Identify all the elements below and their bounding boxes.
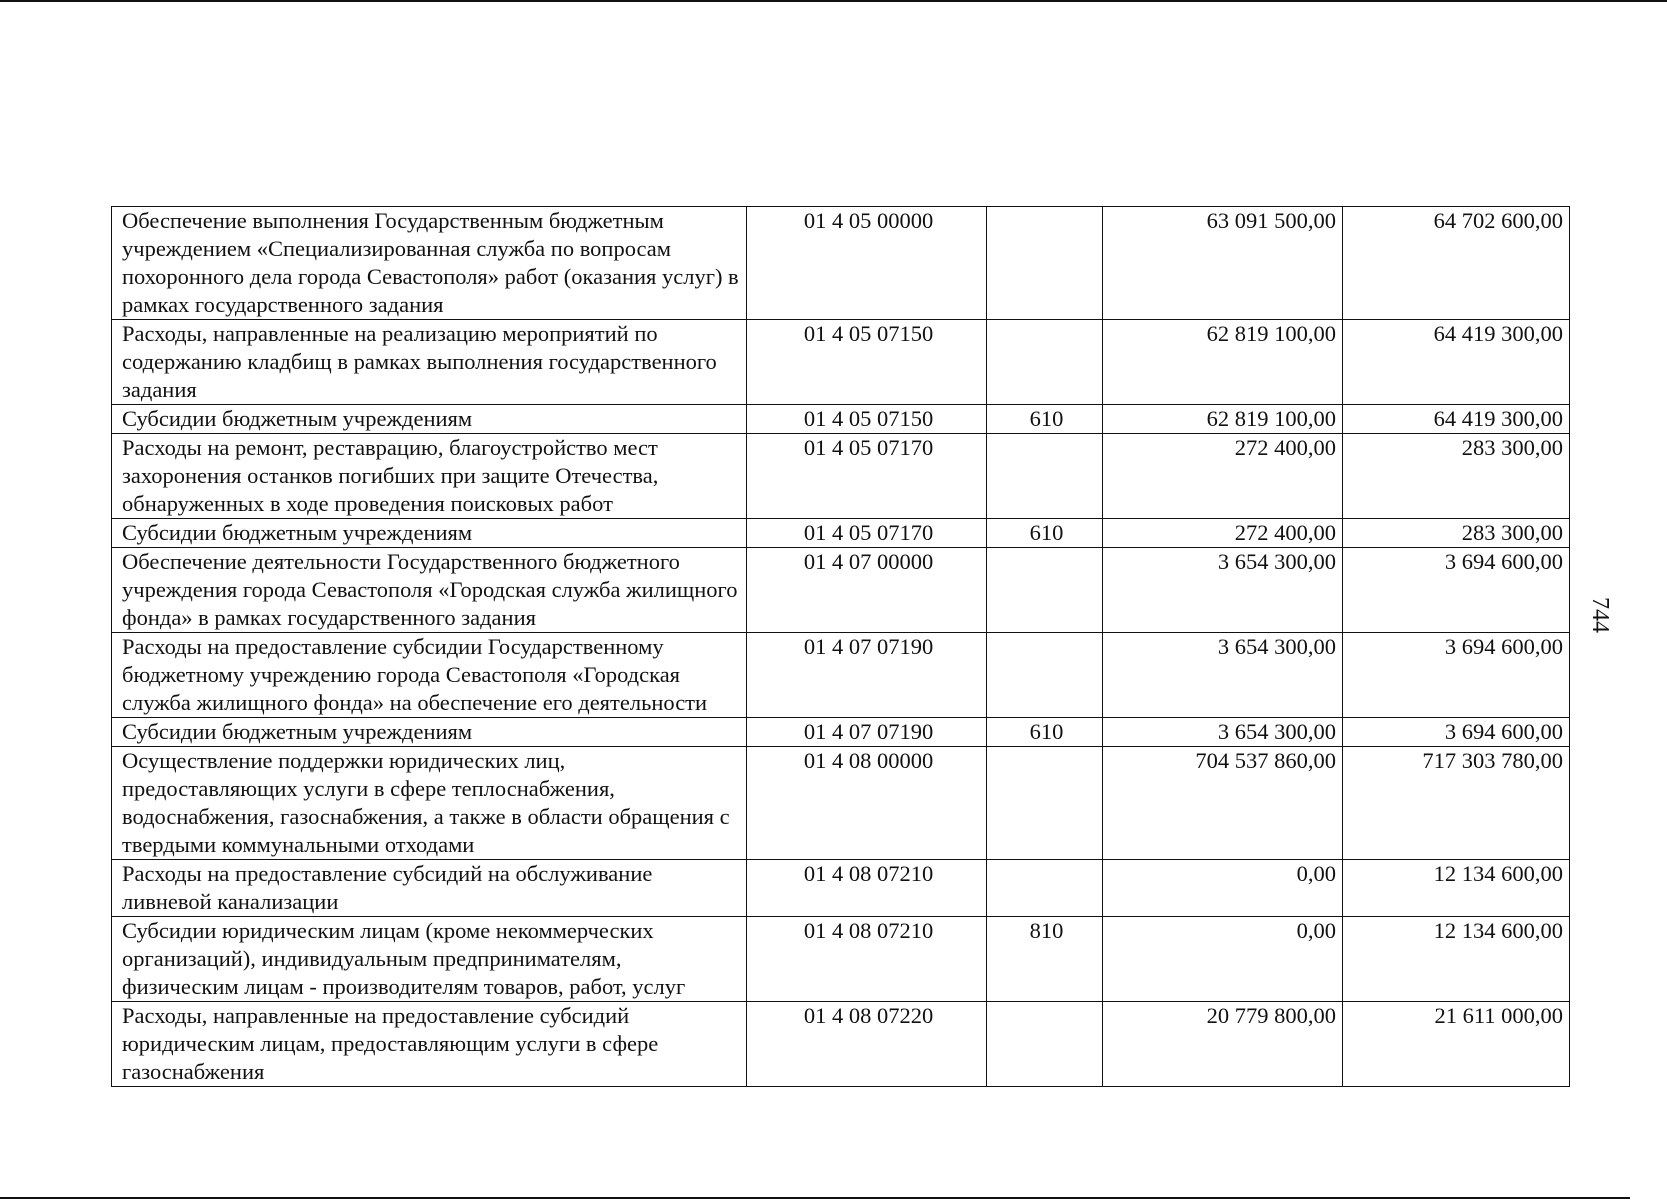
row-vr-cell: 810	[987, 917, 1103, 1002]
row-code-cell: 01 4 07 07190	[747, 718, 987, 747]
table-row	[112, 718, 1570, 747]
row-sum1-cell: 0,00	[1103, 917, 1343, 1002]
row-vr-cell: 610	[987, 519, 1103, 548]
row-vr-cell	[987, 1002, 1103, 1087]
row-vr-cell	[987, 548, 1103, 633]
row-vr-cell: 610	[987, 405, 1103, 434]
row-name-cell: Расходы, направленные на предоставление субсидий юридическим лицам, предоставляющим услуги в сфере газоснабжения	[112, 1002, 747, 1087]
table-row	[112, 917, 1570, 1002]
table-row	[112, 548, 1570, 633]
row-vr-cell	[987, 633, 1103, 718]
row-vr-cell	[987, 860, 1103, 917]
row-sum2-cell: 64 419 300,00	[1343, 320, 1570, 405]
row-vr-cell	[987, 320, 1103, 405]
bottom-border-line	[0, 1197, 1630, 1199]
row-sum1-cell: 62 819 100,00	[1103, 405, 1343, 434]
row-sum2-cell: 12 134 600,00	[1343, 860, 1570, 917]
row-code-cell: 01 4 08 07220	[747, 1002, 987, 1087]
row-code-cell: 01 4 07 07190	[747, 633, 987, 718]
table-row	[112, 320, 1570, 405]
row-vr-cell	[987, 747, 1103, 860]
row-sum1-cell: 3 654 300,00	[1103, 718, 1343, 747]
page-number: 744	[1587, 597, 1613, 633]
row-sum2-cell: 3 694 600,00	[1343, 633, 1570, 718]
row-sum2-cell: 64 702 600,00	[1343, 207, 1570, 320]
row-code-cell: 01 4 05 00000	[747, 207, 987, 320]
row-sum2-cell: 283 300,00	[1343, 434, 1570, 519]
row-sum1-cell: 3 654 300,00	[1103, 633, 1343, 718]
row-sum1-cell: 63 091 500,00	[1103, 207, 1343, 320]
row-sum2-cell: 64 419 300,00	[1343, 405, 1570, 434]
budget-table	[111, 206, 1570, 1087]
row-code-cell: 01 4 08 07210	[747, 917, 987, 1002]
row-name-cell: Обеспечение выполнения Государственным бюджетным учреждением «Специализированная служба по вопросам похоронного дела города Севастополя» работ (оказания услуг) в рамках государственного задания	[112, 207, 747, 320]
row-code-cell: 01 4 05 07170	[747, 434, 987, 519]
row-sum2-cell: 283 300,00	[1343, 519, 1570, 548]
table-row	[112, 747, 1570, 860]
row-sum2-cell: 12 134 600,00	[1343, 917, 1570, 1002]
row-name-cell: Расходы на предоставление субсидий на обслуживание ливневой канализации	[112, 860, 747, 917]
row-name-cell: Обеспечение деятельности Государственного бюджетного учреждения города Севастополя «Городская служба жилищного фонда» в рамках государственного задания	[112, 548, 747, 633]
table-row	[112, 405, 1570, 434]
row-name-cell: Субсидии бюджетным учреждениям	[112, 519, 747, 548]
row-name-cell: Осуществление поддержки юридических лиц, предоставляющих услуги в сфере теплоснабжения, водоснабжения, газоснабжения, а также в области обращения с твердыми коммунальными отходами	[112, 747, 747, 860]
row-sum2-cell: 3 694 600,00	[1343, 548, 1570, 633]
row-vr-cell	[987, 207, 1103, 320]
row-vr-cell: 610	[987, 718, 1103, 747]
top-border-line	[0, 0, 1667, 2]
row-sum1-cell: 704 537 860,00	[1103, 747, 1343, 860]
row-code-cell: 01 4 08 07210	[747, 860, 987, 917]
row-code-cell: 01 4 05 07170	[747, 519, 987, 548]
table-row	[112, 860, 1570, 917]
row-name-cell: Субсидии юридическим лицам (кроме некоммерческих организаций), индивидуальным предпринимателям, физическим лицам - производителям товаров, работ, услуг	[112, 917, 747, 1002]
row-sum2-cell: 21 611 000,00	[1343, 1002, 1570, 1087]
row-name-cell: Расходы на ремонт, реставрацию, благоустройство мест захоронения останков погибших при защите Отечества, обнаруженных в ходе проведения поисковых работ	[112, 434, 747, 519]
table-row	[112, 519, 1570, 548]
row-sum1-cell: 272 400,00	[1103, 519, 1343, 548]
row-sum1-cell: 272 400,00	[1103, 434, 1343, 519]
row-name-cell: Расходы, направленные на реализацию мероприятий по содержанию кладбищ в рамках выполнения государственного задания	[112, 320, 747, 405]
table-row	[112, 633, 1570, 718]
row-code-cell: 01 4 05 07150	[747, 320, 987, 405]
table-row	[112, 1002, 1570, 1087]
row-sum2-cell: 717 303 780,00	[1343, 747, 1570, 860]
row-sum1-cell: 0,00	[1103, 860, 1343, 917]
row-code-cell: 01 4 05 07150	[747, 405, 987, 434]
row-sum1-cell: 3 654 300,00	[1103, 548, 1343, 633]
row-code-cell: 01 4 07 00000	[747, 548, 987, 633]
row-sum1-cell: 20 779 800,00	[1103, 1002, 1343, 1087]
row-name-cell: Расходы на предоставление субсидии Государственному бюджетному учреждению города Севастополя «Городская служба жилищного фонда» на обеспечение его деятельности	[112, 633, 747, 718]
row-vr-cell	[987, 434, 1103, 519]
row-name-cell: Субсидии бюджетным учреждениям	[112, 718, 747, 747]
row-code-cell: 01 4 08 00000	[747, 747, 987, 860]
row-sum2-cell: 3 694 600,00	[1343, 718, 1570, 747]
row-name-cell: Субсидии бюджетным учреждениям	[112, 405, 747, 434]
table-row	[112, 207, 1570, 320]
table-row	[112, 434, 1570, 519]
row-sum1-cell: 62 819 100,00	[1103, 320, 1343, 405]
